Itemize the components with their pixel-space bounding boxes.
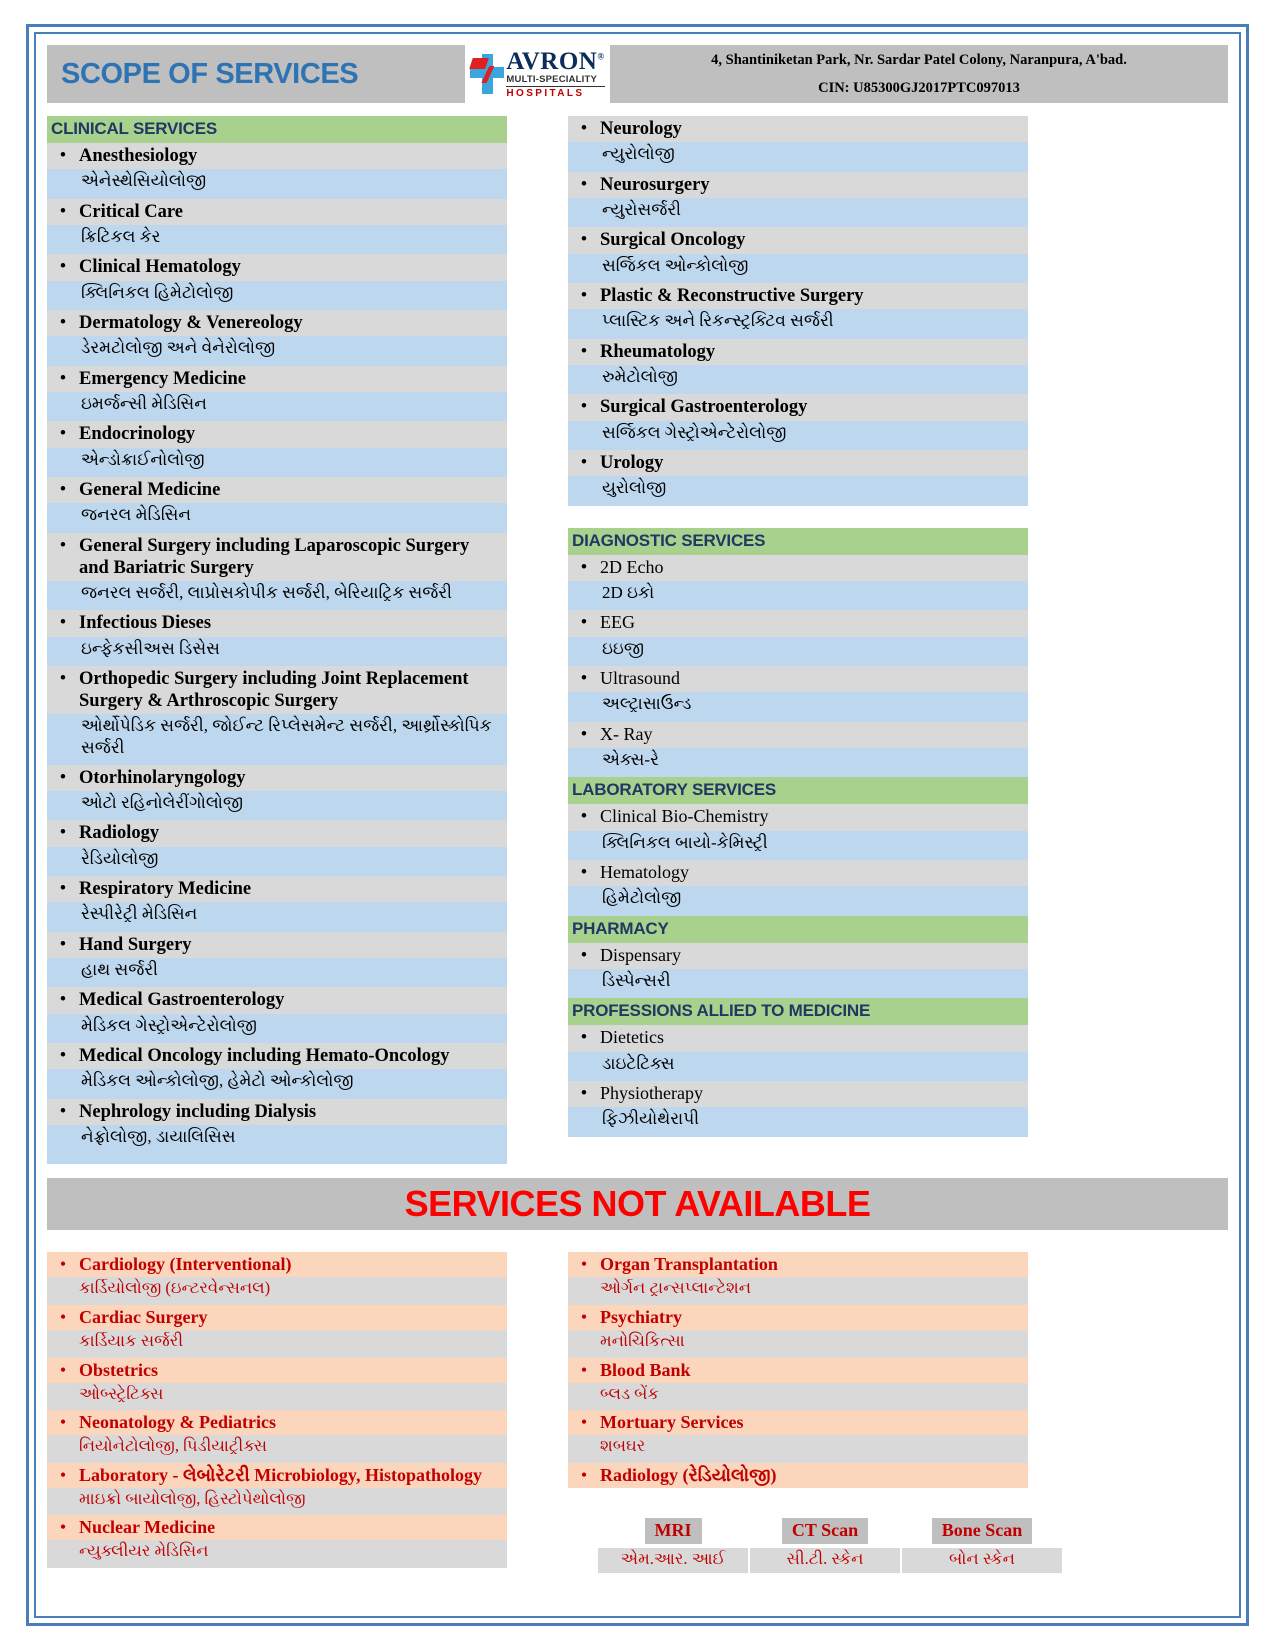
professions-allied-list	[568, 1025, 1028, 1136]
not-available-list-right	[568, 1252, 1028, 1488]
left-column	[47, 116, 507, 1164]
cin-line: CIN: U85300GJ2017PTC097013	[818, 79, 1020, 96]
service-name-english: Neurology	[600, 119, 682, 139]
service-row-english	[568, 943, 1028, 969]
bullet-icon: •	[59, 478, 67, 500]
services-not-available-title: SERVICES NOT AVAILABLE	[404, 1183, 871, 1225]
service-row-gujarati: રુમેટોલોજી	[568, 365, 1028, 394]
service-name-english: Critical Care	[79, 201, 183, 222]
service-row-gujarati: એનેસ્થેસિયોલોજી	[47, 169, 507, 198]
bullet-icon: •	[580, 556, 588, 578]
service-name-english: Otorhinolaryngology	[79, 767, 246, 788]
scan-service-label: CT Scan	[782, 1518, 868, 1544]
bullet-icon: •	[580, 806, 588, 828]
service-row-gujarati: રેસ્પીરેટ્રી મેડિસિન	[47, 902, 507, 931]
scan-service-label-gujarati: એમ.આર. આઈ	[598, 1548, 748, 1573]
service-name-english: General Surgery including Laparoscopic Surgery and Bariatric Surgery	[79, 535, 470, 578]
service-row-english	[568, 172, 1028, 198]
bullet-icon: •	[580, 723, 588, 745]
service-name-english: EEG	[600, 612, 635, 633]
section-header-clinical-services: CLINICAL SERVICES	[47, 116, 507, 143]
service-name-english: Medical Gastroenterology	[79, 990, 285, 1011]
hospital-address-block	[610, 45, 1228, 103]
service-name-english: Infectious Dieses	[79, 613, 212, 634]
section-header-diagnostic-services: DIAGNOSTIC SERVICES	[568, 528, 1028, 555]
service-name-english: Neurosurgery	[600, 174, 710, 195]
service-row-english	[568, 283, 1028, 309]
service-name-english: Dispensary	[600, 944, 681, 965]
service-row-gujarati: મેડિકલ ગેસ્ટ્રોએન્ટેરોલોજી	[47, 1014, 507, 1043]
clinical-services-list	[47, 143, 507, 1154]
service-row-english	[568, 339, 1028, 365]
service-row-gujarati: ફિઝીયોથેરાપી	[568, 1107, 1028, 1136]
service-row-english	[568, 860, 1028, 886]
scan-service-cell	[902, 1518, 1062, 1573]
scan-service-label: Bone Scan	[932, 1518, 1033, 1544]
service-row-gujarati: ઇન્ફેકસીઅસ ડિસેસ	[47, 637, 507, 666]
unavailable-service-row-english	[47, 1515, 507, 1540]
list-tail-spacer	[47, 1154, 507, 1164]
scan-services-row	[568, 1518, 1028, 1573]
service-row-gujarati: ડિસ્પેન્સરી	[568, 969, 1028, 998]
bullet-icon: •	[59, 311, 67, 333]
bullet-icon: •	[59, 1045, 67, 1067]
scan-service-label-gujarati: બોન સ્કેન	[902, 1548, 1062, 1573]
unavailable-service-name: Cardiology (Interventional)	[79, 1254, 292, 1275]
logo-subtitle-speciality: MULTI-SPECIALITY	[506, 75, 604, 87]
service-row-gujarati: ઓર્થોપેડિક સર્જરી, જોઈન્ટ રિપ્લેસમેન્ટ સર્જરી, આર્થ્રોસ્કોપિક સર્જરી	[47, 714, 507, 765]
not-available-columns	[47, 1252, 1228, 1573]
service-row-english	[47, 143, 507, 169]
service-name-english: Urology	[600, 452, 664, 473]
service-row-gujarati: હિમેટોલોજી	[568, 886, 1028, 915]
service-row-english	[47, 876, 507, 902]
bullet-icon: •	[59, 256, 67, 278]
clinical-services-list-continued	[568, 116, 1028, 506]
unavailable-service-row-english	[47, 1358, 507, 1383]
service-row-gujarati: યુરોલોજી	[568, 476, 1028, 505]
service-name-english: Orthopedic Surgery including Joint Replacement Surgery & Arthroscopic Surgery	[79, 668, 469, 712]
unavailable-service-name: Cardiac Surgery	[79, 1306, 208, 1327]
not-available-list-left	[47, 1252, 507, 1568]
bullet-icon: •	[59, 933, 67, 955]
scan-service-cell	[750, 1518, 900, 1573]
unavailable-service-name: Blood Bank	[600, 1359, 691, 1380]
hospital-logo	[465, 45, 610, 103]
bullet-icon: •	[59, 1517, 67, 1538]
bullet-icon: •	[580, 173, 588, 195]
bullet-icon: •	[580, 861, 588, 883]
service-name-english: Emergency Medicine	[79, 368, 246, 389]
bullet-icon: •	[580, 1254, 588, 1275]
unavailable-service-row-english	[568, 1463, 1028, 1488]
service-row-english	[568, 1025, 1028, 1051]
service-row-english	[568, 1081, 1028, 1107]
unavailable-service-name: Radiology (રેડિયોલોજી)	[600, 1464, 777, 1485]
bullet-icon: •	[580, 118, 588, 139]
service-row-gujarati: સર્જિકલ ઓન્કોલોજી	[568, 254, 1028, 283]
service-row-english	[47, 987, 507, 1013]
bullet-icon: •	[59, 1464, 67, 1485]
unavailable-service-row-gujarati: ઓર્ગન ટ્રાન્સપ્લાન્ટેશન	[568, 1277, 1028, 1305]
service-row-english	[568, 450, 1028, 476]
bullet-icon: •	[580, 284, 588, 306]
service-row-gujarati: અલ્ટ્રાસાઉન્ડ	[568, 692, 1028, 721]
unavailable-service-row-english	[568, 1358, 1028, 1383]
service-row-english	[47, 1043, 507, 1069]
service-name-english: Rheumatology	[600, 341, 716, 362]
service-name-english: Anesthesiology	[79, 146, 198, 166]
service-name-english: Dermatology & Venereology	[79, 312, 303, 333]
page-title	[47, 45, 465, 103]
service-name-english: 2D Echo	[600, 556, 664, 577]
service-row-english	[47, 254, 507, 280]
service-name-english: Endocrinology	[79, 424, 196, 445]
bullet-icon: •	[59, 367, 67, 389]
service-row-english	[568, 722, 1028, 748]
bullet-icon: •	[59, 145, 67, 166]
bullet-icon: •	[580, 1359, 588, 1380]
service-row-english	[47, 366, 507, 392]
section-header-professions-allied: PROFESSIONS ALLIED TO MEDICINE	[568, 998, 1028, 1025]
unavailable-service-row-gujarati: ઓબ્સ્ટ્રેટિક્સ	[47, 1383, 507, 1411]
registered-mark-icon: ®	[597, 51, 605, 62]
service-name-english: Nephrology including Dialysis	[79, 1101, 317, 1122]
service-row-english	[568, 610, 1028, 636]
column-gap-spacer	[568, 506, 1028, 528]
service-row-english	[47, 199, 507, 225]
unavailable-service-name: Neonatology & Pediatrics	[79, 1412, 276, 1433]
bullet-icon: •	[59, 1412, 67, 1433]
unavailable-service-row-gujarati: શબઘર	[568, 1435, 1028, 1463]
service-row-english	[47, 610, 507, 636]
unavailable-service-row-gujarati: નિયોનેટોલોજી, પિડીયાટ્રીક્સ	[47, 1435, 507, 1463]
section-header-pharmacy: PHARMACY	[568, 916, 1028, 943]
service-row-english	[47, 820, 507, 846]
scan-service-cell	[598, 1518, 748, 1573]
unavailable-service-row-gujarati: બ્લડ બેંક	[568, 1383, 1028, 1411]
service-row-english	[568, 555, 1028, 581]
services-columns	[47, 116, 1228, 1164]
not-available-right-column	[568, 1252, 1028, 1573]
service-row-english	[568, 804, 1028, 830]
service-row-english	[47, 1099, 507, 1125]
bullet-icon: •	[59, 200, 67, 222]
bullet-icon: •	[59, 989, 67, 1011]
pharmacy-list	[568, 943, 1028, 999]
unavailable-service-name: Psychiatry	[600, 1306, 682, 1327]
bullet-icon: •	[580, 1027, 588, 1049]
unavailable-service-row-english	[47, 1252, 507, 1277]
bullet-icon: •	[59, 534, 67, 556]
service-name-english: General Medicine	[79, 479, 221, 500]
bullet-icon: •	[580, 1464, 588, 1485]
service-row-gujarati: ક્રિટિકલ કેર	[47, 225, 507, 254]
unavailable-service-name: Obstetrics	[79, 1359, 158, 1380]
bullet-icon: •	[59, 423, 67, 445]
unavailable-service-row-english	[568, 1410, 1028, 1435]
logo-subtitle-hospitals: HOSPITALS	[506, 87, 585, 99]
scan-service-label-gujarati: સી.ટી. સ્કેન	[750, 1548, 900, 1573]
service-row-gujarati: એન્ડોક્રાઈનોલોજી	[47, 448, 507, 477]
bullet-icon: •	[59, 878, 67, 900]
service-row-gujarati: ડાઇટેટિક્સ	[568, 1052, 1028, 1081]
service-name-english: Radiology	[79, 823, 160, 844]
service-row-gujarati: સર્જિકલ ગેસ્ટ્રોએન્ટેરોલોજી	[568, 421, 1028, 450]
service-row-gujarati: ક્લિનિકલ હિમેટોલોજી	[47, 281, 507, 310]
bullet-icon: •	[580, 1082, 588, 1104]
service-row-english	[568, 116, 1028, 142]
services-not-available-banner	[47, 1178, 1228, 1230]
service-name-english: Plastic & Reconstructive Surgery	[600, 285, 864, 306]
unavailable-service-row-english	[47, 1463, 507, 1488]
unavailable-service-row-english	[47, 1305, 507, 1330]
address-line: 4, Shantiniketan Park, Nr. Sardar Patel Colony, Naranpura, A'bad.	[711, 51, 1127, 68]
service-row-gujarati: ક્લિનિકલ બાયો-કેમિસ્ટ્રી	[568, 831, 1028, 860]
service-row-gujarati: ઇમર્જન્સી મેડિસિન	[47, 392, 507, 421]
service-name-english: Physiotherapy	[600, 1082, 703, 1103]
unavailable-service-name: Mortuary Services	[600, 1412, 744, 1433]
service-row-english	[47, 421, 507, 447]
bullet-icon: •	[580, 1412, 588, 1433]
logo-name: AVRON®	[506, 48, 605, 76]
bullet-icon: •	[580, 340, 588, 362]
unavailable-service-row-gujarati: માઇક્રો બાયોલોજી, હિસ્ટોપેથોલોજી	[47, 1488, 507, 1516]
service-name-english: Clinical Bio-Chemistry	[600, 806, 769, 827]
unavailable-service-row-english	[568, 1305, 1028, 1330]
unavailable-service-name: Nuclear Medicine	[79, 1517, 216, 1538]
service-row-english	[47, 666, 507, 714]
bullet-icon: •	[580, 451, 588, 473]
service-row-gujarati: ઓટો રહિનોલેરીંગોલોજી	[47, 791, 507, 820]
service-name-english: Medical Oncology including Hemato-Oncology	[79, 1046, 450, 1067]
service-row-english	[47, 765, 507, 791]
service-row-english	[47, 477, 507, 503]
service-row-gujarati: ન્યુરોસર્જરી	[568, 198, 1028, 227]
service-row-gujarati: નેફ્રોલોજી, ડાયાલિસિસ	[47, 1125, 507, 1154]
medical-cross-icon	[470, 54, 504, 94]
unavailable-service-row-gujarati: મનોચિકિત્સા	[568, 1330, 1028, 1358]
unavailable-service-name: Laboratory - લેબોરેટરી Microbiology, Histopathology	[79, 1464, 482, 1485]
service-name-english: Dietetics	[600, 1027, 664, 1048]
bullet-icon: •	[580, 1306, 588, 1327]
bullet-icon: •	[59, 1100, 67, 1122]
bullet-icon: •	[59, 822, 67, 844]
service-row-gujarati: રેડિયોલોજી	[47, 847, 507, 876]
scan-service-label: MRI	[645, 1518, 702, 1544]
bullet-icon: •	[580, 944, 588, 966]
service-row-gujarati: જનરલ સર્જરી, લાપ્રોસકોપીક સર્જરી, બેરિયાટ્રિક સર્જરી	[47, 581, 507, 610]
section-header-laboratory-services: LABORATORY SERVICES	[568, 777, 1028, 804]
laboratory-services-list	[568, 804, 1028, 915]
bullet-icon: •	[59, 766, 67, 788]
service-name-english: Surgical Oncology	[600, 230, 746, 251]
not-available-left-column	[47, 1252, 507, 1568]
service-row-english	[568, 227, 1028, 253]
service-row-english	[47, 310, 507, 336]
service-name-english: X- Ray	[600, 723, 653, 744]
service-row-gujarati: ન્યુરોલોજી	[568, 142, 1028, 171]
unavailable-service-row-gujarati: કાર્ડિયાક સર્જરી	[47, 1330, 507, 1358]
bullet-icon: •	[580, 667, 588, 689]
service-name-english: Hematology	[600, 861, 689, 882]
unavailable-service-row-english	[47, 1410, 507, 1435]
unavailable-service-row-english	[568, 1252, 1028, 1277]
bullet-icon: •	[59, 612, 67, 634]
bullet-icon: •	[59, 667, 67, 689]
service-name-english: Hand Surgery	[79, 934, 192, 955]
service-row-gujarati: જનરલ મેડિસિન	[47, 503, 507, 532]
service-row-gujarati: ડેરમટોલોજી અને વેનેરોલોજી	[47, 336, 507, 365]
bullet-icon: •	[580, 396, 588, 418]
unavailable-service-row-gujarati: ન્યુક્લીયર મેડિસિન	[47, 1540, 507, 1568]
service-row-gujarati: પ્લાસ્ટિક અને રિકન્સ્ટ્રક્ટિવ સર્જરી	[568, 309, 1028, 338]
service-row-gujarati: 2D ઇકો	[568, 581, 1028, 610]
document-header	[47, 45, 1228, 103]
bullet-icon: •	[580, 229, 588, 251]
service-row-gujarati: હાથ સર્જરી	[47, 958, 507, 987]
unavailable-service-name: Organ Transplantation	[600, 1254, 778, 1275]
service-row-english	[47, 932, 507, 958]
page-content	[47, 45, 1228, 1605]
service-row-english	[47, 533, 507, 581]
service-row-gujarati: ઇઇજી	[568, 637, 1028, 666]
service-row-english	[568, 666, 1028, 692]
service-name-english: Surgical Gastroenterology	[600, 397, 808, 418]
service-row-gujarati: મેડિકલ ઓન્કોલોજી, હેમેટો ઓન્કોલોજી	[47, 1069, 507, 1098]
bullet-icon: •	[59, 1306, 67, 1327]
page-title-text: SCOPE OF SERVICES	[61, 57, 359, 90]
bullet-icon: •	[59, 1254, 67, 1275]
diagnostic-services-list	[568, 555, 1028, 778]
service-row-gujarati: એક્સ-રે	[568, 748, 1028, 777]
service-name-english: Respiratory Medicine	[79, 879, 252, 900]
service-name-english: Ultrasound	[600, 667, 680, 688]
service-row-english	[568, 394, 1028, 420]
right-column	[568, 116, 1028, 1137]
unavailable-service-row-gujarati: કાર્ડિયોલોજી (ઇન્ટરવેન્સનલ)	[47, 1277, 507, 1305]
bullet-icon: •	[580, 612, 588, 634]
service-name-english: Clinical Hematology	[79, 257, 241, 278]
bullet-icon: •	[59, 1359, 67, 1380]
